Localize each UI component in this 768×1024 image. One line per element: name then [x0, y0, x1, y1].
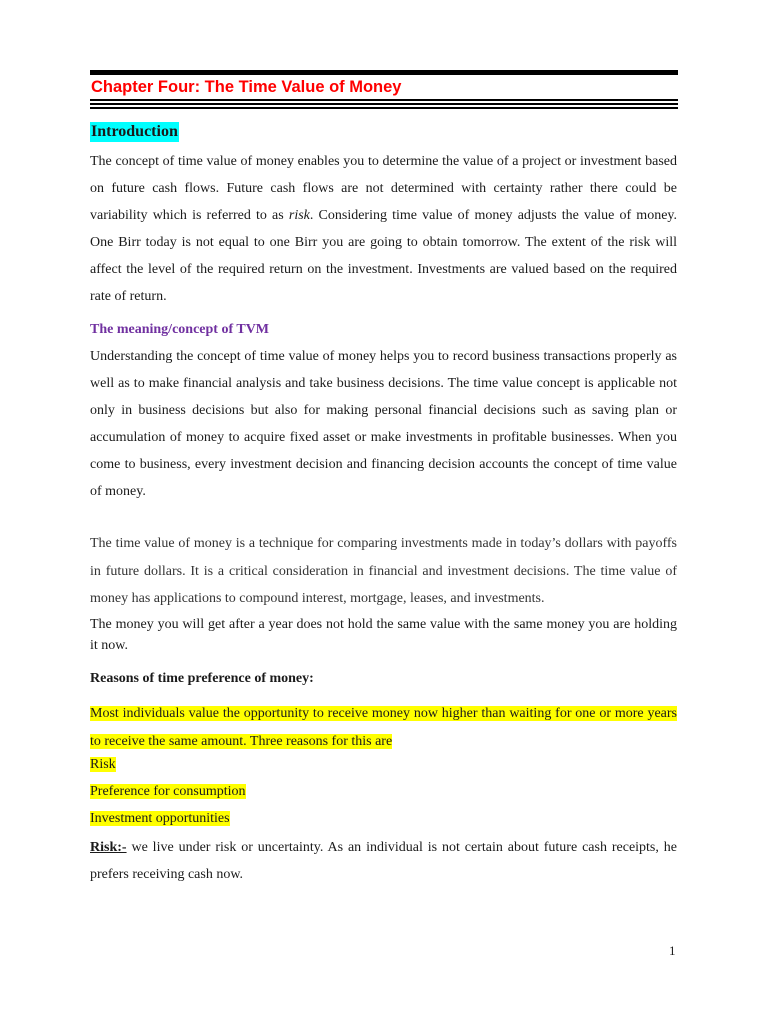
reason-item-consumption	[90, 782, 246, 801]
money-paragraph: The money you will get after a year does not hold the same value with the same money you are holding it now.	[90, 617, 677, 653]
tvm-concept-paragraph: Understanding the concept of time value of money helps you to record business transactions properly as well as to make financial analysis and take business decisions. The time value concept is applicable not only in business decisions but also for making personal financial decisions such as saving plan or accumulation of money to acquire fixed asset or make investments in profitable businesses. When you come to business, every investment decision and financing decision accounts the concept of time value of money.	[90, 349, 677, 499]
reason-item-label: Risk	[90, 757, 116, 772]
introduction-heading: Introduction	[91, 123, 178, 140]
top-rule	[90, 70, 678, 75]
title-underline-rule	[90, 107, 678, 109]
tvm-concept-heading: The meaning/concept of TVM	[90, 322, 270, 337]
technique-paragraph: The time value of money is a technique for comparing investments made in today’s dollars with payoffs in future dollars. It is a critical consideration in financial and investment decisions. The time value of money has applications to compound interest, mortgage, leases, and investments.	[90, 536, 677, 606]
introduction-text-start: The concept of time value of money enables you to determine the value of a project or investment based on future cash flows. Future cash flows are not determined with certainty rather there could be variability which is referred to as	[90, 154, 677, 223]
chapter-title: Chapter Four: The Time Value of Money	[91, 78, 402, 96]
introduction-paragraph	[90, 148, 677, 310]
reasons-intro-highlight: Most individuals value the opportunity to receive money now higher than waiting for one or more years to receive the same amount. Three reasons for this are	[90, 706, 677, 749]
page-number: 1	[669, 943, 676, 958]
reason-item-investment	[90, 809, 230, 828]
risk-label: Risk:-	[90, 840, 127, 855]
title-underline-rule	[90, 99, 678, 101]
risk-paragraph	[90, 834, 677, 888]
reasons-heading: Reasons of time preference of money:	[90, 671, 314, 686]
reasons-intro-paragraph	[90, 700, 677, 756]
introduction-text-end: . Considering time value of money adjusts the value of money. One Birr today is not equal to one Birr you are going to obtain tomorrow. The extent of the risk will affect the level of the required return on the investment. Investments are valued based on the required rate of return.	[90, 208, 678, 304]
reason-item-label: Investment opportunities	[90, 811, 230, 826]
title-underline-rule	[90, 103, 678, 105]
reason-item-label: Preference for consumption	[90, 784, 246, 799]
risk-emphasis: risk	[288, 208, 310, 223]
risk-text: we live under risk or uncertainty. As an individual is not certain about future cash receipts, he prefers receiving cash now.	[90, 840, 677, 882]
reason-item-risk	[90, 755, 116, 774]
